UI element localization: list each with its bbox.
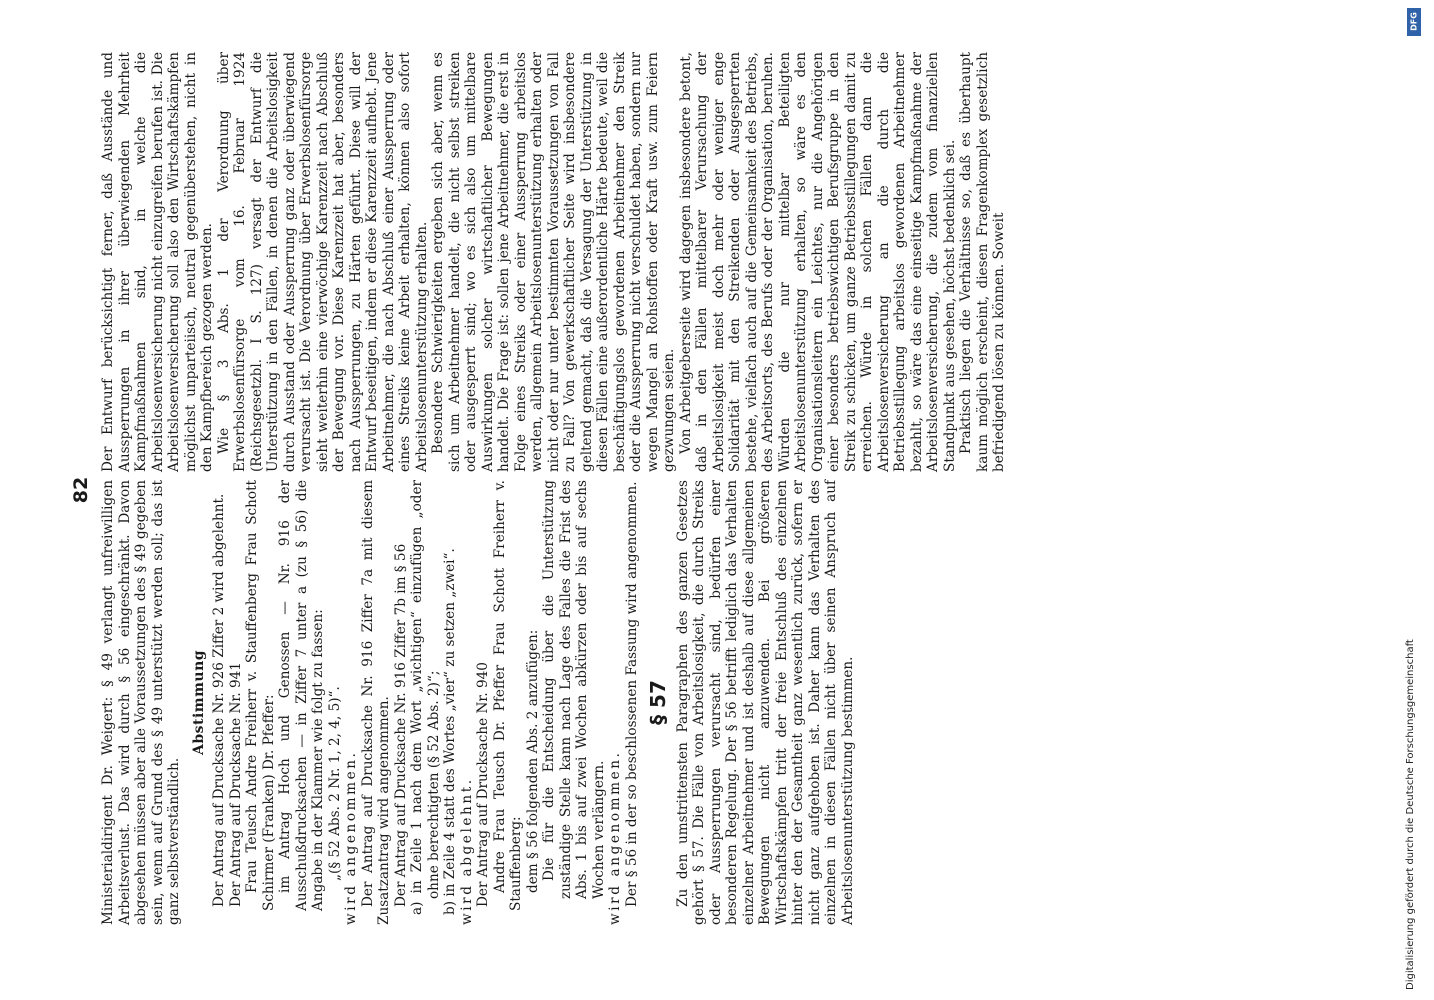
paragraph: Der Antrag auf Drucksache Nr. 940 xyxy=(475,662,491,907)
signatories: Andre Frau Teusch Dr. Pfeffer Frau Schott Freiherr v. Stauffenberg: xyxy=(491,480,524,911)
paragraph: Der Antrag auf Drucksache Nr. 926 Ziffer 2 wird abgelehnt. xyxy=(211,493,227,907)
paragraph: Zu den umstrittensten Paragraphen des ganzen Gesetzes gehört § 57. Die Fälle von Arbeitslosigkeit, die durch Streiks oder Aussperrungen verursacht sind, bedürfen einer besonderen Regelung. Der § 56 betrifft lediglich das Verhalten einzelner Arbeitnehmer und ist deshalb auf diese allgemeinen Bewegungen nicht anzuwenden. Bei größeren Wirtschaftskämpfen tritt der freie Entschluß des einzelnen hinter den der Gesamtheit ganz wesentlich zurück, sofern er nicht ganz aufgehoben ist. Daher kann das Verhalten des einzelnen in diesen Fällen nicht über seinen Anspruch auf Arbeitslosenunterstützung bestimmen. xyxy=(674,480,856,925)
paragraph: Von Arbeitgeberseite wird dagegen insbesondere betont, daß in den Fällen mittelbarer Verursachung der Arbeitslosigkeit meist doch mehr oder weniger enge Solidarität mit den Streikenden oder Ausgesperrten bestehe, vielfach auch auf die Gemeinsamkeit des Betriebs, des Arbeitsorts, des Berufs oder der Organisation, beruhen. Würden die nur mittelbar Beteiligten Arbeitslosenunterstützung erhalten, so wäre es den Organisationsleitern ein Leichtes, nur die Angehörigen einer besonders betriebswichtigen Berufsgruppe in den Streik zu schicken, um ganze Betriebsstillegungen damit zu erreichen. Würde in solchen Fällen dann die Arbeitslosenversicherung an die durch die Betriebsstillegung arbeitslos gewordenen Arbeitnehmer bezahlt, so wäre das eine einseitige Kampfmaßnahme der Arbeitslosenversicherung, die zudem vom finanziellen Standpunkt aus gesehen, höchst bedenklich sei. xyxy=(677,52,958,472)
paragraph: Der Antrag auf Drucksache Nr. 916 Ziffer 7b im § 56 xyxy=(392,543,409,907)
left-column xyxy=(100,480,856,925)
paragraph: Praktisch liegen die Verhältnisse so, daß es überhaupt kaum möglich erscheint, diesen Fragenkomplex gesetzlich befriedigend lösen zu können. Soweit xyxy=(958,52,1007,472)
paragraph: Wie § 3 Abs. 1 der Verordnung über Erwerbslosenfürsorge vom 16. Februar 1924 (Reichsgesetzbl. I S. 127) versagt der Entwurf die Unterstützung in den Fällen, in denen die Arbeitslosigkeit durch Ausstand oder Aussperrung ganz oder überwiegend verursacht ist. Die Verordnung über Erwerbslosenfürsorge sieht weiterhin eine vierwöchige Karenzzeit nach Abschluß der Bewegung vor. Diese Karenzzeit hat aber, besonders nach Aussperrungen, zu Härten geführt. Diese will der Entwurf beseitigen, indem er diese Karenzzeit aufhebt. Jene Arbeitnehmer, die nach Abschluß einer Aussperrung oder eines Streiks keine Arbeit erhalten, können also sofort Arbeitslosenunterstützung erhalten. xyxy=(215,52,430,472)
digitization-note-text: Digitalisierung gefördert durch die Deutsche Forschungsgemeinschaft xyxy=(1405,639,1416,990)
result-text: wird abgelehnt. xyxy=(458,777,475,925)
paragraph: Der Antrag auf Drucksache Nr. 916 Ziffer 7a mit diesem Zusatzantrag wird angenommen. xyxy=(359,480,392,925)
paragraph: Der Antrag auf Drucksache Nr. 941 xyxy=(227,662,244,907)
motion-text: dem § 56 folgenden Abs. 2 anzufügen: xyxy=(524,629,541,893)
list-item-b: b) in Zeile 4 statt des Wortes „vier“ zu setzen „zwei“. xyxy=(442,548,458,915)
digitization-note xyxy=(1404,10,1420,990)
section-heading-abstimmung: Abstimmung xyxy=(190,649,207,756)
paragraph: Der § 56 in der so beschlossenen Fassung wird angenommen. xyxy=(623,481,640,907)
motion-quote: Die für die Entscheidung über die Unterstützung zuständige Stelle kann nach Lage des Falles die Frist des Abs. 1 bis auf zwei Wochen abkürzen oder bis auf sechs Wochen verlängern. xyxy=(541,480,607,899)
result-text: wird angenommen. xyxy=(607,750,623,925)
page-number: 82 xyxy=(70,476,92,504)
paragraph: Besondere Schwierigkeiten ergeben sich aber, wenn es sich um Arbeitnehmer handelt, die nicht selbst streiken oder ausgesperrt sind; wo es sich also um mittelbare Auswirkungen solcher wirtschaftlicher Bewegungen handelt. Die Frage ist: sollen jene Arbeitnehmer, die erst in Folge eines Streiks oder einer Aussperrung arbeitslos werden, allgemein Arbeitslosenunterstützung erhalten oder nicht oder nur unter bestimmten Voraussetzungen von Fall zu Fall? Von gewerkschaftlicher Seite wird insbesondere geltend gemacht, daß die Versagung der Unterstützung in diesen Fällen eine außerordentliche Härte bedeute, weil die beschäftigungslos gewordenen Arbeitnehmer den Streik oder die Aussperrung nicht verschuldet haben, sondern nur wegen Mangel an Rohstoffen oder Kraft usw. zum Feiern gezwungen seien. xyxy=(430,52,677,472)
signatories: Frau Teusch Andre Freiherr v. Stauffenberg Frau Schott Schirmer (Franken) Dr. Pfeffer: xyxy=(244,480,277,911)
motion-text: im Antrag Hoch und Genossen — Nr. 916 der Ausschußdrucksachen — in Ziffer 7 unter a (zu § 56) die Angabe in der Klammer wie folgt zu fassen: xyxy=(277,480,326,911)
list-item-a: a) in Zeile 1 nach dem Wort „wichtigen“ einzufügen „oder ohne berechtigten (§ 52 Abs. 2)“; xyxy=(409,480,442,915)
motion-quote: „(§ 52 Abs. 2 Nr. 1, 2, 4, 5)“. xyxy=(326,686,343,881)
paragraph: Der Entwurf berücksichtigt ferner, daß Ausstände und Aussperrungen in ihrer überwiegenden Mehrheit Kampfmaßnahmen sind, in welche die Arbeitslosenversicherung nicht einzugreifen berufen ist. Die Arbeitslosenversicherung soll also den Wirtschaftskämpfen möglichst unparteiisch, neutral gegenüberstehen, nicht in den Kampfbereich gezogen werden. xyxy=(100,52,215,472)
section-heading-57: § 57 xyxy=(646,680,670,725)
result-text: wird angenommen. xyxy=(343,750,359,925)
paragraph: Ministerialdirigent Dr. Weigert: § 49 verlangt unfreiwilligen Arbeitsverlust. Das wird durch § 56 eingeschränkt. Davon abgesehen müssen aber alle Voraussetzungen des § 49 gegeben sein, wenn auf Grund des § 49 unterstützt werden soll; das ist ganz selbstverständlich. xyxy=(100,480,182,925)
logo-text: DFG xyxy=(1409,12,1419,31)
right-column xyxy=(100,52,1008,472)
